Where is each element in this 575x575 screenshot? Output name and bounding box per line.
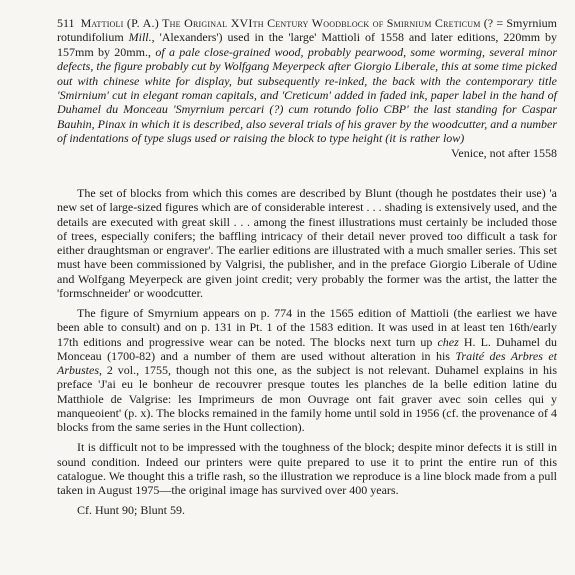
p2-part-1: The figure of Smyrnium appears on p. 774 in the 1565 edition of Mattioli (the earliest we have been able to consult) and on p. 131 in Pt. 1 of the 1583 edition. It was used in at least ten 16th/early 17th editions and progressive wear can be noted. The blocks next turn up xyxy=(57,306,557,349)
paragraph-blunt: The set of blocks from which this comes are described by Blunt (though he postdates their use) 'a new set of large-sized figures which are of considerable interest . . . shading is extensively used, and the details are executed with great skill . . . among the finest illustrations must certainly be included those of trees, especially conifers; the baffling intricacy of their detail never proved too difficult a task for either draughtsman or engraver'. The earlier editions are illustrated with a much smaller series. This set must have been commissioned by Valgrisi, the publisher, and in the preface Giorgio Liberale of Udine and Wolfgang Meyerpeck are given joint credit; very probably the former was the artist, the latter the 'formschneider' or woodcutter. xyxy=(57,186,557,300)
entry-place-date: Venice, not after 1558 xyxy=(451,145,557,160)
entry-author-abbrev: Mill. xyxy=(128,30,152,45)
entry-number: 511 xyxy=(57,16,75,30)
entry-description: of a pale close-grained wood, probably pearwood, some worming, several minor defects, the figure probably cut by Wolfgang Meyerpeck after Giorgio Liberale, this at some time picked out with chinese white for display, but subsequently re-inked, the back with the contemporary title 'Smirnium' cut in elegant roman capitals, and 'Creticum' added in faded ink, paper label in the hand of Duhamel du Monceau 'Smyrnium percari (?) cum rotundo folio CBP' the last standing for Caspar Bauhin, Pinax in which it is described, also several trials of his graver by the woodcutter, and a number of indentations of type slugs used or raising the block to type height (it is rather low) xyxy=(57,44,558,146)
paragraph-condition: It is difficult not to be impressed with the toughness of the block; despite minor defects it is still in sound condition. Indeed our printers were quite prepared to use it to print the entire run of this catalogue. We thought this a trifle rash, so the illustration we reproduce is a line block made from a pull taken in August 1975—the original image has survived over 400 years. xyxy=(57,440,557,497)
paragraph-editions xyxy=(57,306,557,434)
catalogue-entry xyxy=(57,16,557,160)
entry-heading: Mattioli (P. A.) The Original XVIth Century Woodblock of Smirnium Creticum xyxy=(80,16,481,30)
commentary xyxy=(57,186,557,524)
p2-book-title: Traité des Arbres et Arbustes xyxy=(57,348,557,377)
p2-chez: chez xyxy=(437,334,459,349)
entry-edition-dimensions: , 'Alexanders') used in the 'large' Mattioli of 1558 and later editions, 220mm by 157mm by 20mm., xyxy=(57,30,558,59)
p2-part-2: H. L. Duhamel du Monceau (1700-82) and a number of them are used without alteration in his xyxy=(57,334,558,363)
references: Cf. Hunt 90; Blunt 59. xyxy=(77,503,186,518)
entry-synonym: (? = Smyrnium rotundifolium xyxy=(57,16,557,45)
p2-part-3: , 2 vol., 1755, though not this one, as the subject is not relevant. Duhamel explains in his preface 'J'ai eu le bonheur de recouvrer presque toutes les planches de la belle edition latine du Matthiole de Valgrise: les Imprimeurs de mon Ouvrage ont fait graver avec soin celles qui y manqueoient' (p. x). The blocks remained in the family home until sold in 1956 (cf. the provenance of 4 blocks from the same series in the Hunt collection). xyxy=(57,363,557,434)
